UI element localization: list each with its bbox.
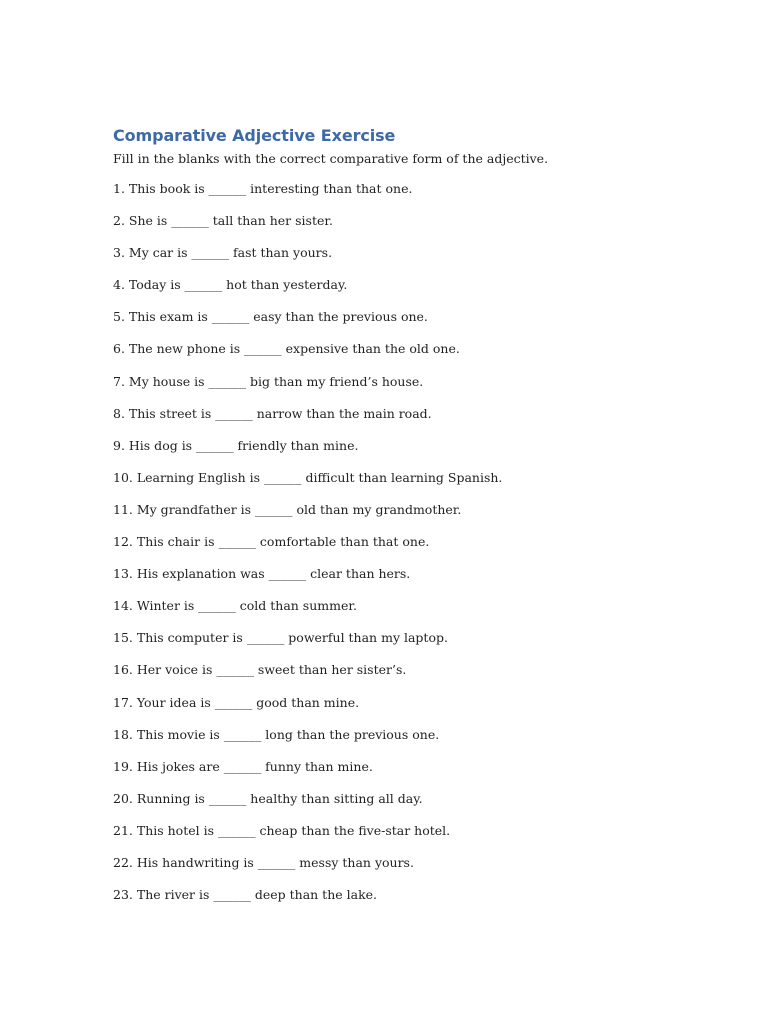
question-item: 4. Today is ______ hot than yesterday. (113, 277, 348, 293)
instructions-text: Fill in the blanks with the correct comparative form of the adjective. (113, 151, 549, 166)
question-item: 8. This street is ______ narrow than the main road. (113, 405, 432, 421)
document-title: Comparative Adjective Exercise (113, 126, 396, 145)
question-item: 7. My house is ______ big than my friend’s house. (113, 373, 424, 389)
question-item: 6. The new phone is ______ expensive than the old one. (113, 341, 460, 357)
document-body (113, 124, 713, 918)
question-item: 21. This hotel is ______ cheap than the five-star hotel. (113, 822, 451, 838)
question-item: 3. My car is ______ fast than yours. (113, 245, 333, 261)
question-item: 9. His dog is ______ friendly than mine. (113, 437, 359, 453)
question-item: 15. This computer is ______ powerful than my laptop. (113, 630, 448, 646)
question-item: 5. This exam is ______ easy than the previous one. (113, 309, 428, 325)
question-item: 23. The river is ______ deep than the lake. (113, 887, 378, 903)
question-item: 22. His handwriting is ______ messy than yours. (113, 854, 414, 870)
question-item: 10. Learning English is ______ difficult than learning Spanish. (113, 469, 503, 485)
question-item: 14. Winter is ______ cold than summer. (113, 598, 357, 614)
question-item: 16. Her voice is ______ sweet than her sister’s. (113, 662, 407, 678)
question-item: 17. Your idea is ______ good than mine. (113, 694, 360, 710)
question-item: 2. She is ______ tall than her sister. (113, 213, 333, 229)
question-item: 19. His jokes are ______ funny than mine. (113, 758, 373, 774)
question-item: 11. My grandfather is ______ old than my grandmother. (113, 501, 462, 517)
question-item: 13. His explanation was ______ clear than hers. (113, 566, 411, 582)
question-item: 12. This chair is ______ comfortable than that one. (113, 534, 430, 550)
question-item: 18. This movie is ______ long than the previous one. (113, 726, 440, 742)
question-list (113, 180, 713, 918)
question-item: 20. Running is ______ healthy than sitting all day. (113, 790, 423, 806)
question-item: 1. This book is ______ interesting than that one. (113, 181, 413, 196)
